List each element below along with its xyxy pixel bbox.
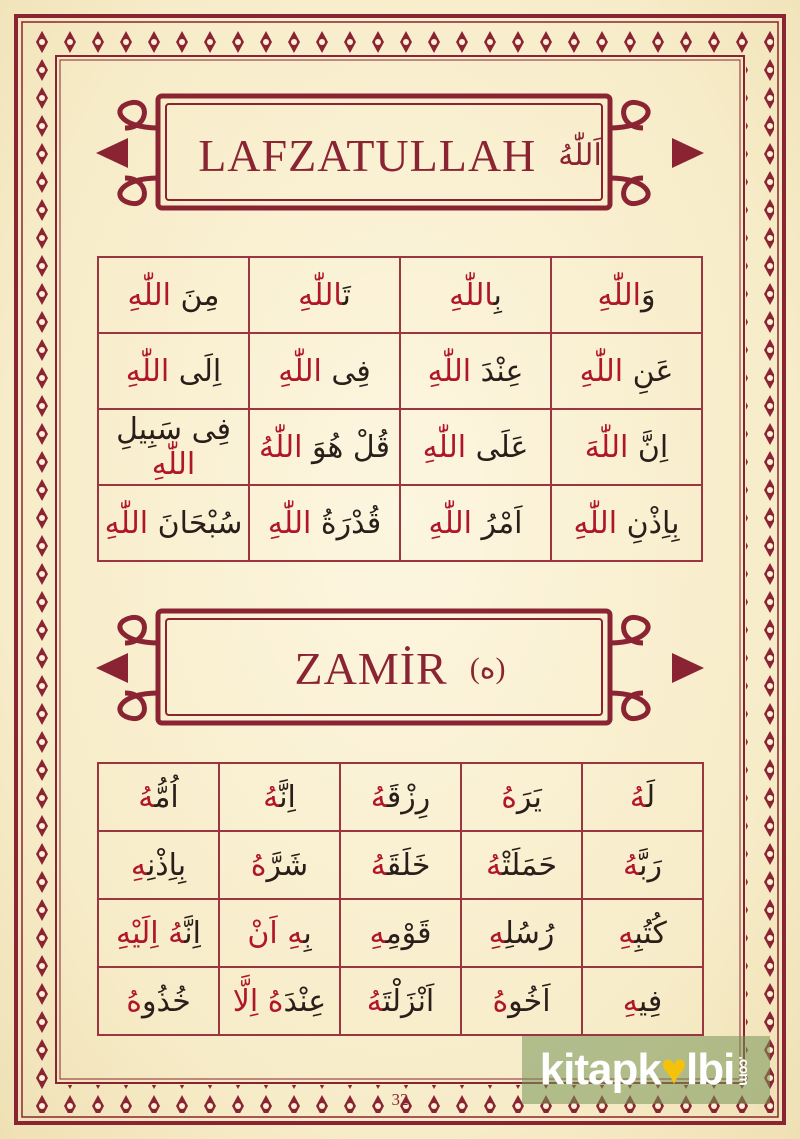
word-prefix: عَلَى xyxy=(466,429,529,465)
pronoun-suffix: هِ xyxy=(622,983,639,1019)
table-cell xyxy=(219,831,340,899)
table-cell xyxy=(249,257,400,333)
pronoun-suffix: هِ xyxy=(488,915,505,951)
section-title-zamir xyxy=(0,603,800,733)
pronoun-suffix: هُ اِلَيْهِ xyxy=(116,915,185,951)
highlighted-word: اللّٰهِ xyxy=(422,429,467,465)
highlighted-word: اللّٰهِ xyxy=(298,277,343,313)
pronoun-suffix: هِ اَنْ xyxy=(247,915,304,951)
highlighted-word: اللّٰهَ xyxy=(584,429,629,465)
pronoun-suffix: هُ xyxy=(486,847,503,883)
table-cell xyxy=(219,967,340,1035)
word-prefix: وَ xyxy=(641,277,656,313)
word-stem: رَبَّ xyxy=(639,847,662,883)
word-stem: اُمُّ xyxy=(154,779,179,815)
table-cell xyxy=(461,763,582,831)
table-cell xyxy=(98,485,249,561)
pronoun-suffix: هُ xyxy=(250,847,267,883)
table-cell xyxy=(340,831,461,899)
section-title-arabic: اَللّٰهُ xyxy=(558,138,602,172)
highlighted-word: اللّٰهِ xyxy=(125,353,170,389)
table-cell xyxy=(400,333,551,409)
table-row xyxy=(98,831,703,899)
pronoun-suffix: هُ xyxy=(623,847,640,883)
table-cell xyxy=(340,763,461,831)
word-stem: اَخُو xyxy=(508,983,551,1019)
table-cell xyxy=(551,333,702,409)
pronoun-suffix: هُ xyxy=(138,779,155,815)
table-row xyxy=(98,485,702,561)
highlighted-word: اللّٰهِ xyxy=(267,505,312,541)
word-prefix: عِنْدَ xyxy=(471,353,524,389)
table-cell xyxy=(461,899,582,967)
highlighted-word: اللّٰهِ xyxy=(449,277,494,313)
word-prefix: بِاِذْنِ xyxy=(617,505,680,541)
table-row xyxy=(98,409,702,485)
table-cell xyxy=(582,899,703,967)
word-stem: خُذُو xyxy=(141,983,191,1019)
word-prefix: اِنَّ xyxy=(628,429,669,465)
highlighted-word: اللّٰهِ xyxy=(278,353,322,389)
table-row xyxy=(98,763,703,831)
highlighted-word: اللّٰهِ xyxy=(104,505,149,541)
word-stem: شَرَّ xyxy=(266,847,309,883)
word-stem: يَرَ xyxy=(516,779,542,815)
word-prefix: قُدْرَةُ xyxy=(311,505,382,541)
word-prefix: فِى سَبِيلِ xyxy=(116,412,231,447)
word-prefix: تَ xyxy=(342,277,351,313)
table-cell xyxy=(461,967,582,1035)
table-cell xyxy=(98,831,219,899)
lafzatullah-table xyxy=(97,256,703,562)
table-cell xyxy=(98,333,249,409)
table-cell xyxy=(98,899,219,967)
table-row xyxy=(98,899,703,967)
word-stem: فِي xyxy=(638,983,663,1019)
table-cell xyxy=(461,831,582,899)
word-stem: كُتُبِ xyxy=(634,915,667,951)
pronoun-suffix: هُ xyxy=(370,779,387,815)
page-number: 32 xyxy=(391,1090,409,1109)
table-cell xyxy=(219,899,340,967)
table-row xyxy=(98,257,702,333)
word-prefix: فِى xyxy=(321,353,371,389)
pronoun-suffix: هُ اِلَّا xyxy=(232,983,284,1019)
heart-icon: ♥ xyxy=(660,1045,686,1094)
table-cell xyxy=(582,831,703,899)
section-title-lafzatullah xyxy=(0,90,800,220)
watermark-logo xyxy=(522,1036,770,1104)
highlighted-word: اللّٰهُ xyxy=(259,429,303,465)
table-row xyxy=(98,967,703,1035)
word-stem: اِنَّ xyxy=(184,915,201,951)
highlighted-word: اللّٰهِ xyxy=(428,505,472,541)
highlighted-word: اللّٰهِ xyxy=(427,353,472,389)
table-cell xyxy=(98,409,249,485)
word-stem: خَلَقَ xyxy=(386,847,431,883)
word-prefix: سُبْحَانَ xyxy=(148,505,243,541)
table-cell xyxy=(582,763,703,831)
pronoun-suffix: هِ xyxy=(369,915,386,951)
highlighted-word: اللّٰهِ xyxy=(579,353,624,389)
table-cell xyxy=(551,409,702,485)
word-stem: بِ xyxy=(303,915,312,951)
word-stem: بِاِذْنِ xyxy=(146,847,187,883)
table-cell xyxy=(582,967,703,1035)
watermark-tld: .com xyxy=(736,1055,753,1085)
pronoun-suffix: هُ xyxy=(126,983,142,1019)
word-prefix: اِلَى xyxy=(169,353,222,389)
watermark-text-end: lbi xyxy=(685,1045,735,1094)
table-cell xyxy=(249,409,400,485)
word-stem: اِنَّ xyxy=(279,779,296,815)
section-title-arabic: (ه) xyxy=(469,651,506,685)
highlighted-word: اللّٰهِ xyxy=(151,447,196,482)
highlighted-word: اللّٰهِ xyxy=(127,277,172,313)
word-stem: لَ xyxy=(645,779,656,815)
table-cell xyxy=(400,409,551,485)
table-cell xyxy=(249,333,400,409)
table-cell xyxy=(249,485,400,561)
table-cell xyxy=(98,763,219,831)
word-stem: قَوْمِ xyxy=(385,915,432,951)
zamir-table xyxy=(97,762,704,1036)
watermark-text-start: kitapk xyxy=(539,1045,661,1094)
pronoun-suffix: هُ xyxy=(370,847,387,883)
section-title-latin: LAFZATULLAH xyxy=(198,129,537,181)
table-cell xyxy=(340,967,461,1035)
section-title-latin: ZAMİR xyxy=(294,642,448,694)
word-stem: رِزْقَ xyxy=(386,779,431,815)
word-stem: اَنْزَلْتَ xyxy=(382,983,435,1019)
word-stem: عِنْدَ xyxy=(283,983,327,1019)
table-cell xyxy=(551,257,702,333)
word-stem: رُسُلِ xyxy=(504,915,555,951)
pronoun-suffix: هُ xyxy=(629,779,646,815)
table-cell xyxy=(400,485,551,561)
word-prefix: اَمْرُ xyxy=(472,505,523,541)
table-row xyxy=(98,333,702,409)
highlighted-word: اللّٰهِ xyxy=(597,277,641,313)
pronoun-suffix: هِ xyxy=(618,915,635,951)
table-cell xyxy=(400,257,551,333)
table-cell xyxy=(551,485,702,561)
table-cell xyxy=(98,967,219,1035)
table-cell xyxy=(98,257,249,333)
word-prefix: عَنِ xyxy=(623,353,674,389)
word-prefix: مِنَ xyxy=(171,277,220,313)
table-cell xyxy=(340,899,461,967)
pronoun-suffix: هُ xyxy=(263,779,280,815)
pronoun-suffix: هُ xyxy=(501,779,517,815)
pronoun-suffix: هُ xyxy=(366,983,383,1019)
pronoun-suffix: هُ xyxy=(492,983,509,1019)
word-prefix: بِ xyxy=(493,277,502,313)
word-prefix: قُلْ هُوَ xyxy=(302,429,390,465)
pronoun-suffix: هِ xyxy=(130,847,147,883)
highlighted-word: اللّٰهِ xyxy=(573,505,618,541)
table-cell xyxy=(219,763,340,831)
word-stem: حَمَلَتْ xyxy=(502,847,557,883)
